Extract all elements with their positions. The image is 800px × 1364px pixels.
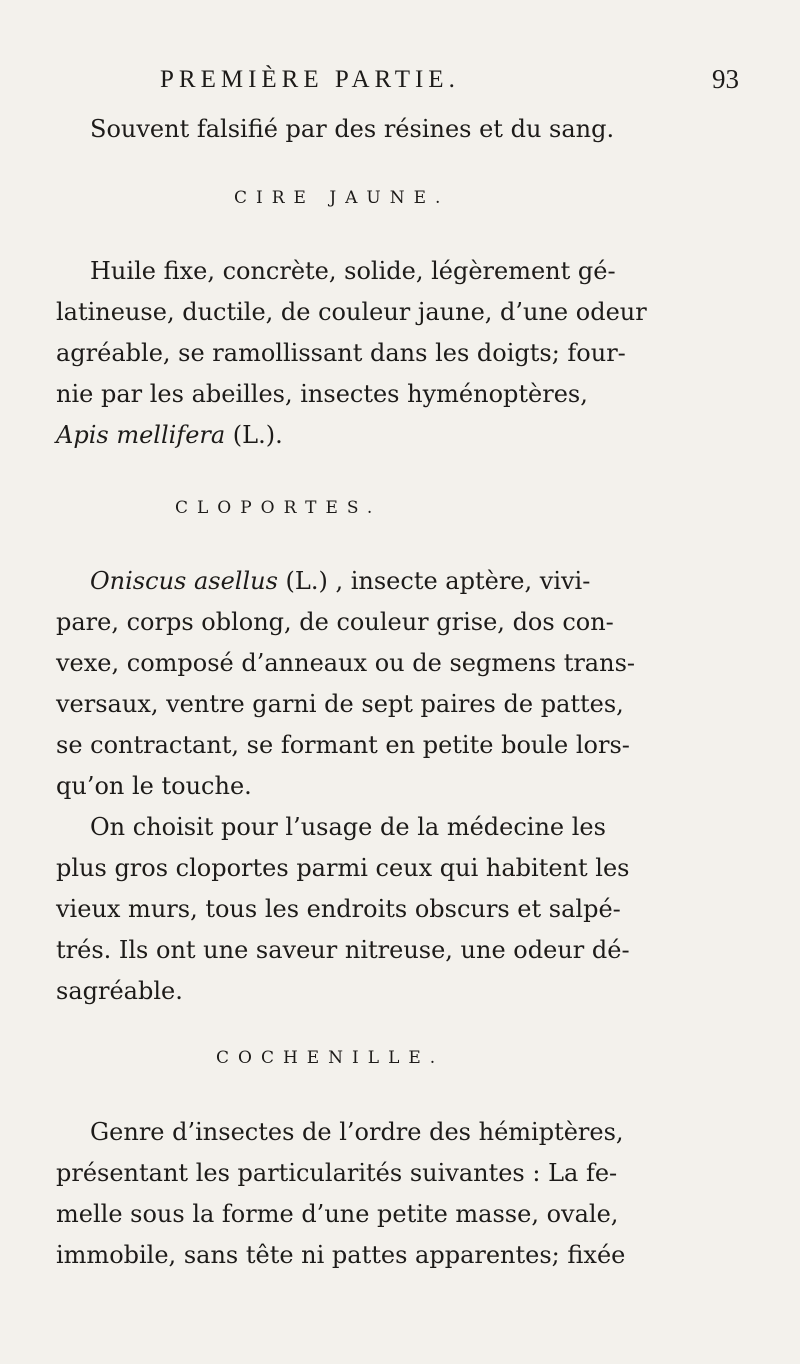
- text-line: latineuse, ductile, de couleur jaune, d’une odeur: [56, 298, 647, 326]
- section-heading-cochenille: COCHENILLE.: [216, 1048, 445, 1068]
- page-number: 93: [712, 64, 739, 94]
- running-head: [0, 64, 800, 104]
- text-line: qu’on le touche.: [56, 772, 252, 800]
- text-line: On choisit pour l’usage de la médecine les: [90, 813, 606, 841]
- text-line: nie par les abeilles, insectes hyménoptères,: [56, 380, 588, 408]
- latin-name: Oniscus asellus: [90, 567, 278, 595]
- text-fragment: (L.).: [225, 421, 283, 449]
- text-line: se contractant, se formant en petite boule lors-: [56, 731, 630, 759]
- text-line: sagréable.: [56, 977, 183, 1005]
- text-line: vieux murs, tous les endroits obscurs et salpé-: [56, 895, 621, 923]
- text-line: [56, 420, 283, 450]
- text-line: versaux, ventre garni de sept paires de pattes,: [56, 690, 624, 718]
- text-line: présentant les particularités suivantes : La fe-: [56, 1159, 618, 1187]
- text-line: melle sous la forme d’une petite masse, ovale,: [56, 1200, 619, 1228]
- text-line: trés. Ils ont une saveur nitreuse, une odeur dé-: [56, 936, 630, 964]
- latin-name: Apis mellifera: [56, 421, 226, 449]
- text-line: pare, corps oblong, de couleur grise, dos con-: [56, 608, 614, 636]
- text-line: immobile, sans tête ni pattes apparentes; fixée: [56, 1241, 626, 1269]
- running-title: PREMIÈRE PARTIE.: [160, 66, 460, 93]
- section-heading-cloportes: CLOPORTES.: [175, 498, 382, 518]
- text-line: [90, 566, 590, 596]
- text-line: agréable, se ramollissant dans les doigts; four-: [56, 339, 626, 367]
- text-line: Genre d’insectes de l’ordre des hémiptères,: [90, 1118, 624, 1146]
- text-line: Huile fixe, concrète, solide, légèrement gé-: [90, 257, 616, 285]
- text-line: Souvent falsifié par des résines et du sang.: [90, 115, 615, 143]
- text-fragment: (L.) , insecte aptère, vivi-: [277, 567, 591, 595]
- section-heading-cire-jaune: CIRE JAUNE.: [234, 188, 450, 208]
- text-line: plus gros cloportes parmi ceux qui habitent les: [56, 854, 630, 882]
- text-line: vexe, composé d’anneaux ou de segmens trans-: [56, 649, 635, 677]
